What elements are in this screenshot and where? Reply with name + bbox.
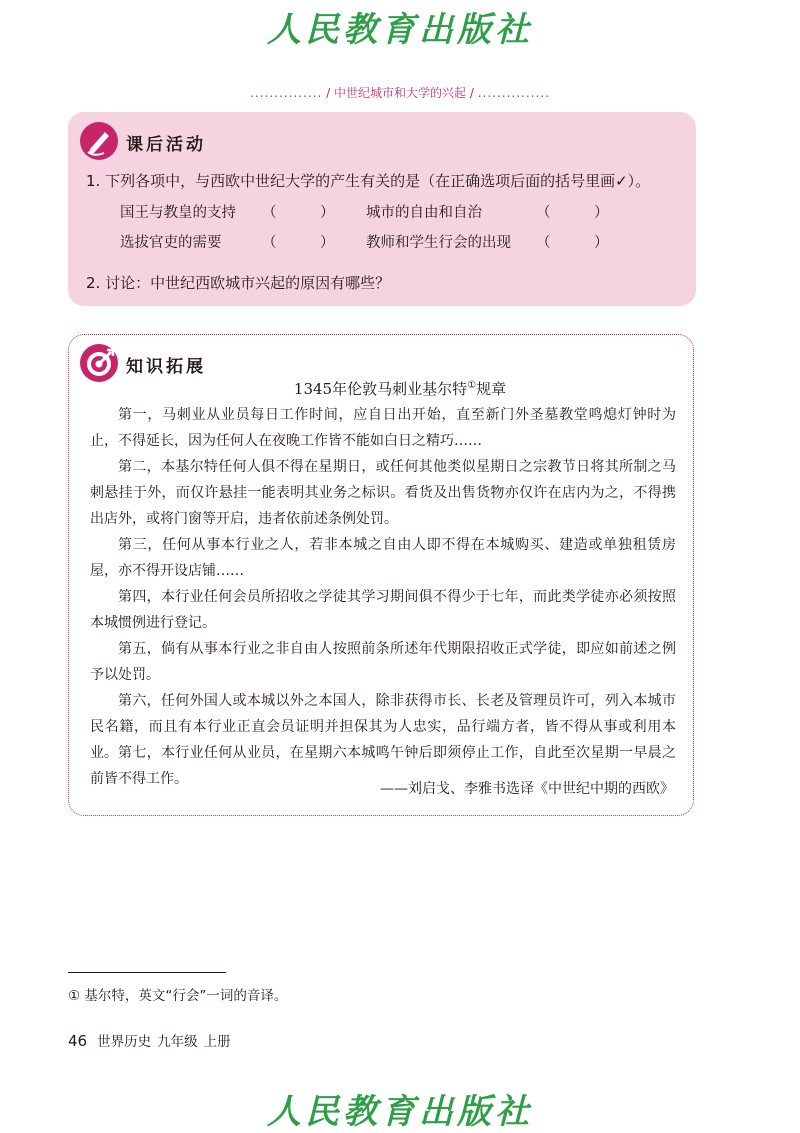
option-2-answer-parens[interactable]: （ ） — [536, 205, 609, 221]
regulation-paragraph-4: 第四，本行业任何会员所招收之学徒其学习期间俱不得少于七年，而此类学徒亦必须按照本城惯例进行登记。 — [90, 589, 676, 631]
option-4-answer-parens[interactable]: （ ） — [536, 235, 609, 251]
chapter-header — [0, 84, 800, 101]
option-2-label: 城市的自由和自治 — [366, 205, 482, 221]
regulation-paragraph-1: 第一，马刺业从业员每日工作时间，应自日出开始，直至新门外圣墓教堂鸣熄灯钟时为止，不得延长，因为任何人在夜晚工作皆不能如白日之精巧…… — [90, 407, 676, 449]
source-citation: ——刘启戈、李雅书选译《中世纪中期的西欧》 — [380, 781, 674, 797]
publisher-logo-bottom: 人民教育出版社 — [267, 1092, 533, 1132]
question-1-tail: ）。 — [627, 172, 651, 190]
header-dots-left: ............... — [250, 86, 323, 100]
option-4-label: 教师和学生行会的出现 — [366, 235, 511, 251]
footnote-divider — [68, 972, 226, 973]
question-2: 2. 讨论：中世纪西欧城市兴起的原因有哪些？ — [86, 274, 391, 292]
option-3-label: 选拔官吏的需要 — [120, 235, 222, 251]
header-dots-right: ............... — [477, 86, 550, 100]
book-title: 世界历史 — [97, 1034, 152, 1050]
chapter-title: / 中世纪城市和大学的兴起 / — [326, 86, 474, 100]
publisher-logo-top: 人民教育出版社 — [267, 10, 533, 50]
document-title-tail: 规章 — [476, 380, 507, 398]
regulation-paragraph-6: 第六，任何外国人或本城以外之本国人，除非获得市长、长老及管理员许可，列入本城市民名籍，而且有本行业正直会员证明并担保其为人忠实，品行端方者，皆不得从事或利用本业。 — [90, 693, 676, 761]
regulation-paragraph-3: 第三，任何从事本行业之人，若非本城之自由人即不得在本城购买、建造或单独租赁房屋，亦不得开设店铺…… — [90, 537, 676, 579]
option-1-answer-parens[interactable]: （ ） — [262, 205, 335, 221]
page-number: 46 — [68, 1032, 88, 1050]
page-footer — [68, 1030, 231, 1050]
question-1-text: 1. 下列各项中，与西欧中世纪大学的产生有关的是（在正确选项后面的括号里画 — [86, 172, 616, 190]
regulation-paragraph-7: 第七，本行业任何从业员，在星期六本城鸣午钟后即须停止工作，自此至次星期一早晨之前皆不得工作。 — [90, 745, 676, 787]
knowledge-arrow-icon — [80, 344, 118, 382]
option-1-label: 国王与教皇的支持 — [120, 205, 236, 221]
regulation-paragraph-5: 第五，倘有从事本行业之非自由人按照前条所述年代期限招收正式学徒，即应如前述之例予以处罚。 — [90, 641, 676, 683]
footnote-marker: ① — [467, 380, 477, 391]
activity-title: 课后活动 — [126, 135, 206, 155]
check-icon: ✓ — [615, 172, 628, 190]
document-title-main: 1345年伦敦马刺业基尔特 — [293, 380, 468, 398]
option-3-answer-parens[interactable]: （ ） — [262, 235, 335, 251]
question-1 — [86, 170, 650, 191]
activity-pencil-icon — [80, 122, 118, 160]
volume-label: 上册 — [203, 1034, 231, 1050]
document-title — [0, 378, 800, 399]
knowledge-title: 知识拓展 — [126, 357, 206, 377]
footnote: ① 基尔特，英文“行会”一词的音译。 — [68, 988, 288, 1004]
regulation-paragraph-2: 第二，本基尔特任何人俱不得在星期日，或任何其他类似星期日之宗教节日将其所制之马刺悬挂于外，而仅许悬挂一能表明其业务之标识。看货及出售货物亦仅许在店内为之，不得携出店外，或将门窗等开启，违者依前述条例处罚。 — [90, 459, 676, 527]
grade-label: 九年级 — [157, 1034, 198, 1050]
